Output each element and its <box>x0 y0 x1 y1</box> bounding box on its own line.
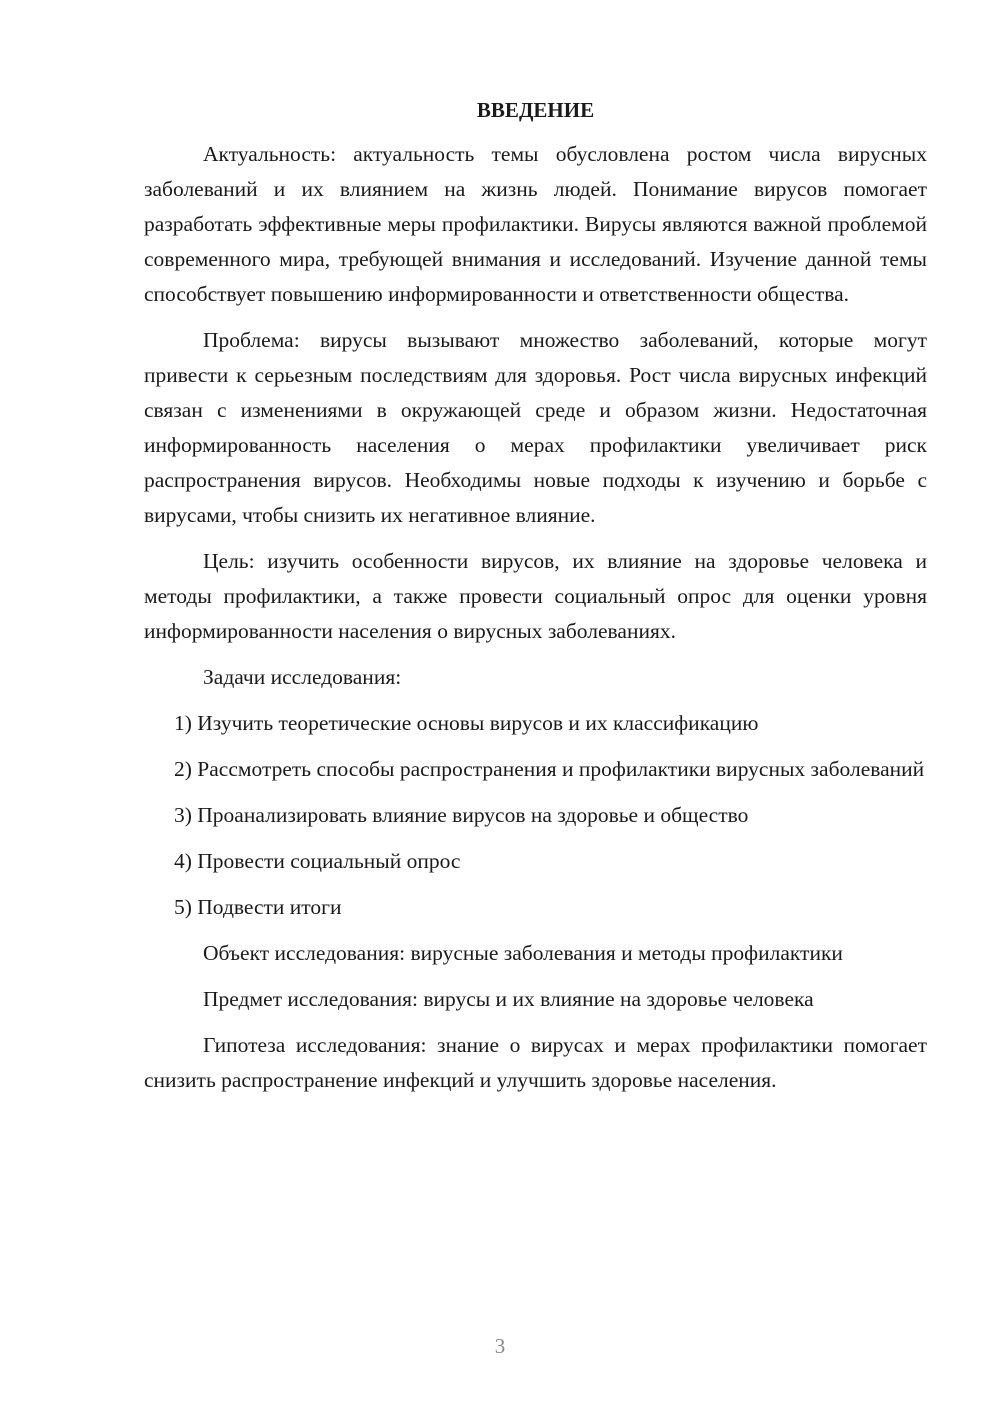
page-number: 3 <box>494 1334 506 1358</box>
task-item-5: 5) Подвести итоги <box>174 895 342 919</box>
goal-paragraph: Цель: изучить особенности вирусов, их влияние на здоровье человека и методы профилактики, а также провести социальный опрос для оценки уровня информированности населения о вирусных заболеваниях. <box>144 549 927 643</box>
task-item-4: 4) Провести социальный опрос <box>174 849 461 873</box>
hypothesis-paragraph: Гипотеза исследования: знание о вирусах и мерах профилактики помогает снизить распространение инфекций и улучшить здоровье населения. <box>144 1033 927 1092</box>
subject-paragraph: Предмет исследования: вирусы и их влияние на здоровье человека <box>203 987 814 1011</box>
relevance-paragraph: Актуальность: актуальность темы обусловлена ростом числа вирусных заболеваний и их влиянием на жизнь людей. Понимание вирусов помогает разработать эффективные меры профилактики. Вирусы являются важной проблемой современного мира, требующей внимания и исследований. Изучение данной темы способствует повышению информированности и ответственности общества. <box>144 142 927 306</box>
task-item-2: 2) Рассмотреть способы распространения и профилактики вирусных заболеваний <box>174 757 925 781</box>
page-content <box>144 93 927 1098</box>
task-item-1: 1) Изучить теоретические основы вирусов и их классификацию <box>174 711 759 735</box>
problem-paragraph: Проблема: вирусы вызывают множество заболеваний, которые могут привести к серьезным последствиям для здоровья. Рост числа вирусных инфекций связан с изменениями в окружающей среде и образом жизни. Недостаточная информированность населения о мерах профилактики увеличивает риск распространения вирусов. Необходимы новые подходы к изучению и борьбе с вирусами, чтобы снизить их негативное влияние. <box>144 328 927 527</box>
section-heading: ВВЕДЕНИЕ <box>476 98 595 122</box>
tasks-title: Задачи исследования: <box>203 665 402 689</box>
task-item-3: 3) Проанализировать влияние вирусов на здоровье и общество <box>174 803 749 827</box>
object-paragraph: Объект исследования: вирусные заболевания и методы профилактики <box>203 941 843 965</box>
